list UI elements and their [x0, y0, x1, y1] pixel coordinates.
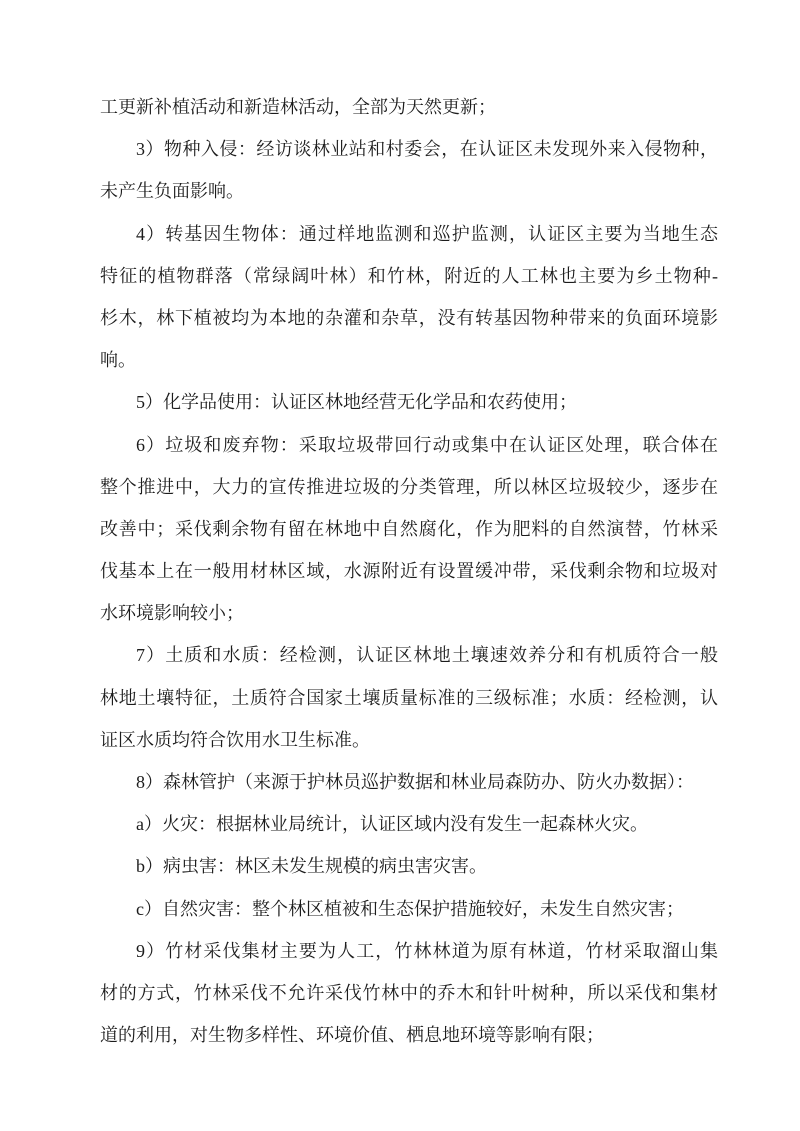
paragraph-8-line-1: a）火灾：根据林业局统计，认证区域内没有发生一起森林火灾。: [136, 814, 648, 835]
paragraph-5-line-3: 改善中；采伐剩余物有留在林地中自然腐化，作为肥料的自然演替，竹林采: [100, 518, 718, 539]
paragraph-5-line-2: 整个推进中，大力的宣传推进垃圾的分类管理，所以林区垃圾较少，逐步在: [100, 476, 718, 497]
document-content: [100, 86, 718, 1056]
paragraph-9-line-1: b）病虫害：林区未发生规模的病虫害灾害。: [136, 856, 487, 877]
paragraph-2-line-1: 3）物种入侵：经访谈林业站和村委会，在认证区未发现外来入侵物种，: [136, 139, 718, 160]
paragraph-6-line-1: 7）土质和水质：经检测，认证区林地土壤速效养分和有机质符合一般: [136, 645, 718, 666]
paragraph-7-line-1: 8）森林管护（来源于护林员巡护数据和林业局森防办、防火办数据）：: [136, 772, 694, 792]
paragraph-10-line-1: c）自然灾害：整个林区植被和生态保护措施较好，未发生自然灾害；: [136, 898, 684, 919]
paragraph-4-line-1: 5）化学品使用：认证区林地经营无化学品和农药使用；: [136, 392, 577, 413]
paragraph-11-line-1: 9）竹材采伐集材主要为人工，竹林林道为原有林道，竹材采取溜山集: [136, 940, 718, 961]
paragraph-5-line-5: 水环境影响较小；: [100, 603, 244, 624]
paragraph-3-line-2: 特征的植物群落（常绿阔叶林）和竹林，附近的人工林也主要为乡土物种-: [100, 265, 718, 286]
paragraph-6-line-3: 证区水质均符合饮用水卫生标准。: [100, 729, 370, 750]
paragraph-1-line-1: 工更新补植活动和新造林活动，全部为天然更新；: [100, 97, 496, 117]
paragraph-2-line-2: 未产生负面影响。: [100, 181, 244, 202]
paragraph-3-line-3: 杉木，林下植被均为本地的杂灌和杂草，没有转基因物种带来的负面环境影: [100, 307, 718, 328]
paragraph-3-line-4: 响。: [100, 350, 136, 371]
paragraph-3-line-1: 4）转基因生物体：通过样地监测和巡护监测，认证区主要为当地生态: [136, 223, 718, 244]
paragraph-11-line-2: 材的方式，竹林采伐不允许采伐竹林中的乔木和针叶树种，所以采伐和集材: [100, 982, 718, 1003]
paragraph-11-line-3: 道的利用，对生物多样性、环境价值、栖息地环境等影响有限；: [100, 1025, 604, 1046]
paragraph-5-line-4: 伐基本上在一般用材林区域，水源附近有设置缓冲带，采伐剩余物和垃圾对: [100, 561, 718, 582]
paragraph-6-line-2: 林地土壤特征，土质符合国家土壤质量标准的三级标准；水质：经检测，认: [100, 687, 718, 708]
paragraph-5-line-1: 6）垃圾和废弃物：采取垃圾带回行动或集中在认证区处理，联合体在: [136, 434, 718, 455]
